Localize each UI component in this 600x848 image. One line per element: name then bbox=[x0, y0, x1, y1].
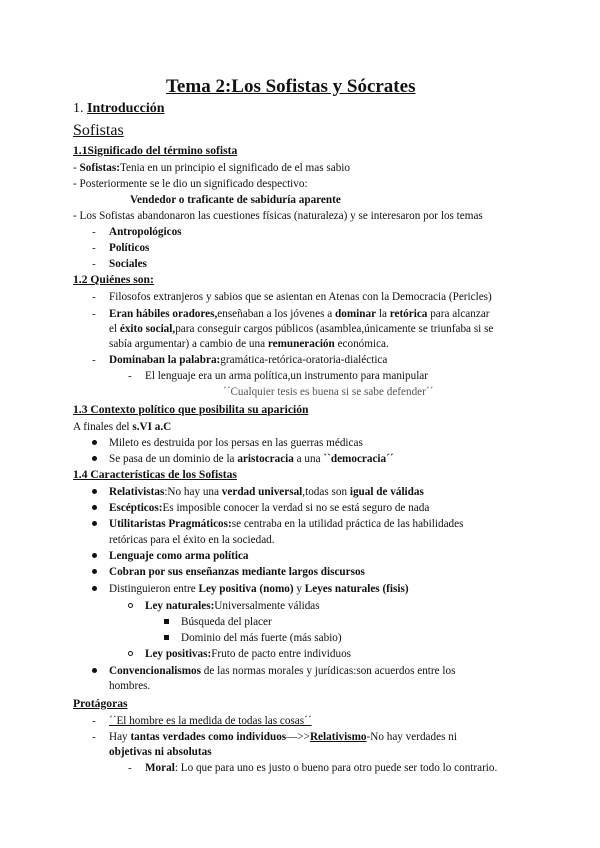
oradores-bold: Eran hábiles oradores, bbox=[109, 308, 218, 320]
ley-positivas-line bbox=[145, 647, 351, 661]
protagoras-verdades bbox=[109, 730, 457, 744]
carac-utilitaristas-cont: retóricas para el éxito en la sociedad. bbox=[109, 534, 275, 546]
intro-label: Introducción bbox=[87, 101, 165, 116]
busqueda-placer: Búsqueda del placer bbox=[181, 616, 272, 628]
bullet-dot bbox=[92, 456, 97, 461]
dash-marker: - bbox=[92, 291, 96, 303]
verdad-universal-bold: verdad universal bbox=[221, 486, 303, 498]
alcanzar-text: para alcanzar bbox=[427, 308, 490, 320]
universalmente-text: Universalmente válidas bbox=[214, 600, 320, 612]
bullet-dot bbox=[92, 505, 97, 510]
carac-convencionalismos bbox=[109, 664, 455, 678]
line-sofistas-def: - Sofistas:Tenia en un principio el significado de el mas sabio bbox=[73, 162, 350, 174]
quienes-b2-line1 bbox=[109, 307, 490, 321]
heading-1-1: 1.1Significado del término sofista bbox=[73, 144, 238, 157]
dominar-bold: dominar bbox=[335, 308, 377, 320]
carac-relativistas bbox=[109, 485, 424, 499]
ley-naturales-bold: Ley naturales: bbox=[145, 600, 215, 612]
abandonaron-text: Los Sofistas abandonaron las cuestiones físicas (naturaleza) y se interesaron por los temas bbox=[79, 210, 483, 222]
finales-line bbox=[73, 420, 171, 434]
leyes-naturales-bold: Leyes naturales (fisis) bbox=[304, 583, 409, 595]
normas-text: de las normas morales y jurídicas:son acuerdos entre los bbox=[201, 665, 456, 677]
quienes-b2-line2 bbox=[109, 322, 493, 336]
quienes-b2-line3 bbox=[109, 337, 389, 351]
imposible-text: Es imposible conocer la verdad si no se está seguro de nada bbox=[162, 502, 430, 514]
carac-escepticos bbox=[109, 501, 429, 515]
heading-1-4: 1.4 Características de los Sofistas bbox=[73, 468, 237, 481]
dash-marker: - bbox=[92, 242, 96, 254]
dash-marker: - bbox=[92, 731, 96, 743]
el-text: el bbox=[109, 323, 120, 335]
exito-social-bold: éxito social, bbox=[119, 323, 176, 335]
intro-number: 1. bbox=[73, 101, 84, 116]
protagoras-heading: Protágoras bbox=[73, 697, 128, 710]
ensenaban-text: enseñaban a los jóvenes a bbox=[217, 308, 336, 320]
aristocracia-bold: aristocracia bbox=[237, 453, 294, 465]
tantas-verdades-bold: tantas verdades como individuos bbox=[130, 731, 287, 743]
bullet-dot bbox=[92, 489, 97, 494]
dash-marker: - bbox=[128, 762, 132, 774]
dominio-fuerte: Dominio del más fuerte (más sabio) bbox=[181, 632, 342, 644]
quienes-b1: Filosofos extranjeros y sabios que se asientan en Atenas con la Democracia (Pericles) bbox=[109, 291, 492, 303]
dominio-text: Se pasa de un dominio de la bbox=[109, 453, 238, 465]
dash-marker: - bbox=[128, 370, 132, 382]
y-text: y bbox=[293, 583, 305, 595]
bullet-circle bbox=[128, 651, 133, 656]
section-intro bbox=[73, 100, 165, 118]
democracia-bold: ``democracia´´ bbox=[323, 453, 394, 465]
ley-positivas-bold: Ley positivas: bbox=[145, 648, 212, 660]
palabra-bold: Dominaban la palabra: bbox=[109, 354, 221, 366]
bullet-dot bbox=[92, 668, 97, 673]
bullet-dot bbox=[92, 521, 97, 526]
lenguaje-arma-sub: El lenguaje era un arma política,un instrumento para manipular bbox=[145, 370, 429, 382]
gramatica-text: gramática-retórica-oratoria-dialéctica bbox=[220, 354, 388, 366]
bullet-circle bbox=[128, 603, 133, 608]
bullet-dot bbox=[92, 553, 97, 558]
la-text: la bbox=[376, 308, 390, 320]
utilitaristas-bold: Utilitaristas Pragmáticos: bbox=[109, 518, 232, 530]
no-hay-text: :No hay una bbox=[164, 486, 222, 498]
distinguieron-text: Distinguieron entre bbox=[109, 583, 199, 595]
dash-marker: - bbox=[92, 715, 96, 727]
sofistas-def-text: Tenia en un principio el significado de el mas sabio bbox=[119, 162, 350, 174]
sofistas-label: Sofistas: bbox=[79, 162, 120, 174]
carac-distinguieron bbox=[109, 582, 409, 596]
no-verdades-text: -No hay verdades ni bbox=[366, 731, 457, 743]
utilidad-text: se centraba en la utilidad práctica de las habilidades bbox=[231, 518, 464, 530]
protagoras-quote: ´´El hombre es la medida de todas las cosas´´ bbox=[109, 715, 312, 727]
arrow-text: —>> bbox=[286, 731, 310, 743]
moral-bold: Moral bbox=[145, 762, 175, 774]
hay-text: Hay bbox=[109, 731, 131, 743]
convencionalismos-bold: Convencionalismos bbox=[109, 665, 201, 677]
contexto-b2 bbox=[109, 452, 394, 466]
carac-cobran: Cobran por sus enseñanzas mediante largos discursos bbox=[109, 566, 365, 578]
economica-text: económica. bbox=[334, 338, 389, 350]
vendedor-line: Vendedor o traficante de sabiduría aparente bbox=[130, 194, 341, 206]
sofistas-heading: Sofistas bbox=[73, 122, 124, 139]
dash-marker: - bbox=[92, 354, 96, 366]
line-despectivo: - Posteriormente se le dio un significado despectivo: bbox=[73, 178, 308, 190]
bullet-square bbox=[164, 619, 169, 624]
remuneracion-bold: remuneración bbox=[267, 338, 335, 350]
protagoras-moral bbox=[145, 761, 497, 775]
finales-text: A finales del bbox=[73, 421, 133, 433]
a-una-text: a una bbox=[293, 453, 324, 465]
ley-naturales-line bbox=[145, 599, 320, 613]
despectivo-text: Posteriormente se le dio un significado despectivo: bbox=[79, 178, 308, 190]
pacto-text: Fruto de pacto entre individuos bbox=[211, 648, 352, 660]
dash-marker: - bbox=[92, 258, 96, 270]
topic-politicos: Políticos bbox=[109, 242, 150, 254]
carac-lenguaje: Lenguaje como arma política bbox=[109, 550, 249, 562]
heading-1-3: 1.3 Contexto político que posibilita su aparición bbox=[73, 403, 309, 416]
argumentar-text: sabía argumentar) a cambio de una bbox=[109, 338, 268, 350]
relativistas-bold: Relativistas bbox=[109, 486, 165, 498]
protagoras-objetivas: objetivas ni absolutas bbox=[109, 746, 212, 758]
line-abandonaron: - Los Sofistas abandonaron las cuestiones físicas (naturaleza) y se interesaron por los temas bbox=[73, 210, 483, 222]
bullet-square bbox=[164, 635, 169, 640]
relativismo-bold: Relativismo bbox=[309, 731, 367, 743]
contexto-b1: Mileto es destruida por los persas en las guerras médicas bbox=[109, 437, 363, 449]
carac-utilitaristas bbox=[109, 517, 463, 531]
heading-1-2: 1.2 Quiénes son: bbox=[73, 273, 154, 286]
todas-son-text: ,todas son bbox=[302, 486, 350, 498]
igual-validas-bold: igual de válidas bbox=[349, 486, 424, 498]
bullet-dot bbox=[92, 569, 97, 574]
quienes-b3 bbox=[109, 353, 387, 367]
dash-marker: - bbox=[92, 226, 96, 238]
topic-sociales: Sociales bbox=[109, 258, 147, 270]
cargos-text: para conseguir cargos públicos (asamblea,únicamente se triunfaba si se bbox=[175, 323, 494, 335]
quote-tesis: ´´Cualquier tesis es buena si se sabe defender´´ bbox=[223, 386, 434, 398]
dash-marker: - bbox=[92, 308, 96, 320]
moral-text: : Lo que para uno es justo o bueno para otro puede ser todo lo contrario. bbox=[174, 762, 498, 774]
topic-antropologicos: Antropológicos bbox=[109, 226, 182, 238]
bullet-dot bbox=[92, 440, 97, 445]
page-title: Tema 2:Los Sofistas y Sócrates bbox=[166, 76, 416, 97]
siglo-bold: s.VI a.C bbox=[132, 421, 172, 433]
ley-positiva-bold: Ley positiva (nomo) bbox=[198, 583, 294, 595]
retorica-bold: retórica bbox=[389, 308, 428, 320]
bullet-dot bbox=[92, 586, 97, 591]
carac-convencionalismos-cont: hombres. bbox=[109, 680, 151, 692]
escepticos-bold: Escépticos: bbox=[109, 502, 163, 514]
